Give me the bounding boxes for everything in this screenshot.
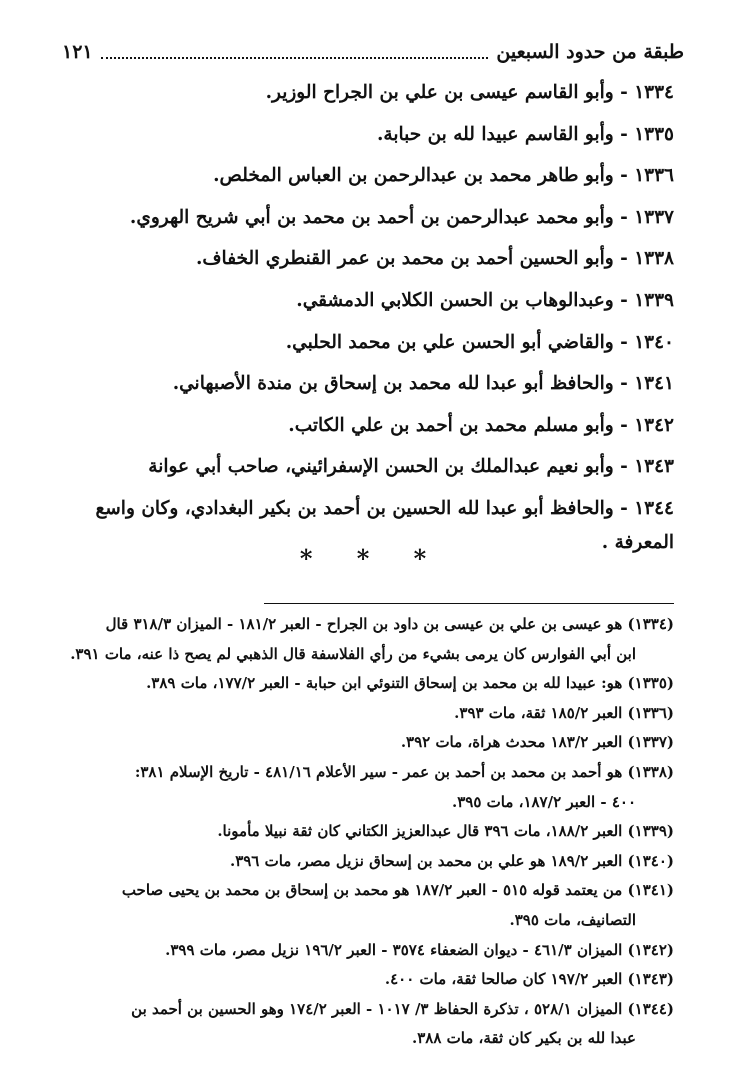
footnote-rule — [264, 603, 674, 604]
footnote-1341 — [62, 876, 674, 935]
footnote-1339 — [62, 817, 674, 847]
footnote-continuation: عبدا لله بن بكير كان ثقة، مات ٣٨٨. — [411, 1029, 636, 1048]
footnote-text: (١٣٣٧) العبر ١٨٣/٢ محدث هراة، مات ٣٩٢. — [400, 733, 674, 752]
entry-1339: ١٣٣٩ - وعبدالوهاب بن الحسن الكلابي الدمشقي. — [296, 289, 674, 311]
footnote-text: (١٣٤١) من يعتمد قوله ٥١٥ - العبر ١٨٧/٢ هو محمد بن إسحاق بن محمد بن يحيى صاحب — [121, 881, 674, 900]
footnote-text: (١٣٣٨) هو أحمد بن محمد بن أحمد بن عمر - سير الأعلام ٤٨١/١٦ - تاريخ الإسلام ٣٨١: — [134, 762, 674, 781]
footnote-text: (١٣٤٣) العبر ١٩٧/٢ كان صالحا ثقة، مات ٤٠٠. — [384, 970, 674, 989]
footnote-1343 — [62, 965, 674, 995]
footnote-1336 — [62, 699, 674, 729]
entry-1338: ١٣٣٨ - وأبو الحسين أحمد بن محمد بن عمر القنطري الخفاف. — [195, 248, 674, 270]
entry-1343: ١٣٤٣ - وأبو نعيم عبدالملك بن الحسن الإسفرائيني، صاحب أبي عوانة — [148, 456, 674, 478]
entry-1341: ١٣٤١ - والحافظ أبو عبدا لله محمد بن إسحاق بن مندة الأصبهاني. — [172, 373, 674, 395]
header-leader-dots — [101, 45, 489, 59]
footnote-1334 — [62, 610, 674, 669]
footnotes-list — [62, 610, 674, 1054]
entry-1337: ١٣٣٧ - وأبو محمد عبدالرحمن بن أحمد بن محمد بن أبي شريح الهروي. — [129, 206, 674, 228]
section-separator: * * * — [299, 544, 445, 573]
entry-1340: ١٣٤٠ - والقاضي أبو الحسن علي بن محمد الحلبي. — [285, 331, 674, 353]
entries-list — [60, 72, 674, 560]
running-header — [62, 38, 684, 66]
entry-1335: ١٣٣٥ - وأبو القاسم عبيدا لله بن حبابة. — [376, 123, 674, 145]
footnote-text: (١٣٤٠) العبر ١٨٩/٢ هو علي بن محمد بن إسحاق نزيل مصر، مات ٣٩٦. — [229, 851, 674, 870]
page-number: ١٢١ — [62, 41, 93, 63]
footnote-text: (١٣٤٤) الميزان ٥٢٨/١ ، تذكرة الحفاظ ٣/ ١٠١٧ - العبر ١٧٤/٢ وهو الحسين بن أحمد بن — [131, 999, 674, 1018]
header-title: طبقة من حدود السبعين — [496, 41, 684, 63]
entry-1342: ١٣٤٢ - وأبو مسلم محمد بن أحمد بن علي الكاتب. — [288, 414, 674, 436]
footnote-1335 — [62, 669, 674, 699]
footnote-1342 — [62, 936, 674, 966]
entry-1334: ١٣٣٤ - وأبو القاسم عيسى بن علي بن الجراح الوزير. — [265, 82, 674, 103]
footnote-1340 — [62, 847, 674, 877]
footnote-1338 — [62, 758, 674, 817]
footnote-text: (١٣٤٢) الميزان ٤٦١/٣ - ديوان الضعفاء ٣٥٧٤ - العبر ١٩٦/٢ نزيل مصر، مات ٣٩٩. — [165, 940, 674, 959]
footnote-text: (١٣٣٤) هو عيسى بن علي بن عيسى بن داود بن الجراح - العبر ١٨١/٢ - الميزان ٣١٨/٣ قال — [105, 615, 674, 633]
footnote-continuation: التصانيف، مات ٣٩٥. — [509, 910, 636, 929]
footnote-text: (١٣٣٦) العبر ١٨٥/٢ ثقة، مات ٣٩٣. — [454, 703, 674, 722]
entry-1344: ١٣٤٤ - والحافظ أبو عبدا لله الحسين بن أحمد بن بكير البغدادي، وكان واسع المعرفة . — [95, 497, 674, 553]
footnote-1337 — [62, 728, 674, 758]
footnote-1344 — [62, 995, 674, 1054]
entry-1336: ١٣٣٦ - وأبو طاهر محمد بن عبدالرحمن بن العباس المخلص. — [213, 165, 674, 187]
footnote-text: (١٣٣٥) هو: عبيدا لله بن محمد بن إسحاق التنوئي ابن حبابة - العبر ١٧٧/٢، مات ٣٨٩. — [146, 674, 674, 693]
footnote-continuation: ٤٠٠ - العبر ١٨٧/٢، مات ٣٩٥. — [452, 792, 636, 811]
footnote-continuation: ابن أبي الفوارس كان يرمى بشيء من رأي الفلاسفة قال الذهبي لم يصح ذا عنه، مات ٣٩١. — [70, 644, 636, 663]
footnote-text: (١٣٣٩) العبر ١٨٨/٢، مات ٣٩٦ قال عبدالعزيز الكتاني كان ثقة نبيلا مأمونا. — [217, 822, 674, 841]
